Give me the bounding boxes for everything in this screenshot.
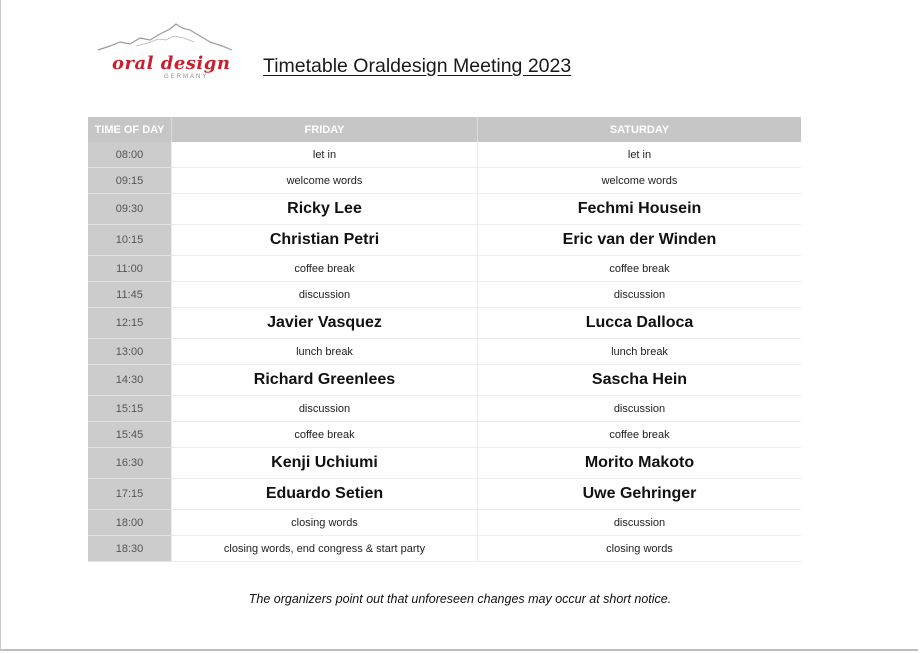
time-cell: 13:00 (88, 339, 172, 365)
header-saturday: SATURDAY (478, 117, 802, 142)
table-row (88, 365, 801, 396)
time-cell: 11:45 (88, 282, 172, 308)
saturday-speaker: Morito Makoto (478, 448, 802, 479)
table-row (88, 396, 801, 422)
friday-cell: coffee break (172, 422, 478, 448)
saturday-cell: closing words (478, 536, 802, 562)
table-row (88, 308, 801, 339)
page-title: Timetable Oraldesign Meeting 2023 (263, 55, 572, 77)
table-row (88, 339, 801, 365)
time-cell: 08:00 (88, 142, 172, 168)
friday-cell: coffee break (172, 256, 478, 282)
time-cell: 16:30 (88, 448, 172, 479)
time-cell: 09:30 (88, 194, 172, 225)
friday-cell: lunch break (172, 339, 478, 365)
friday-speaker: Eduardo Setien (172, 479, 478, 510)
friday-speaker: Javier Vasquez (172, 308, 478, 339)
time-cell: 10:15 (88, 225, 172, 256)
table-row (88, 142, 801, 168)
friday-speaker: Ricky Lee (172, 194, 478, 225)
table-row (88, 168, 801, 194)
friday-cell: closing words, end congress & start party (172, 536, 478, 562)
saturday-cell: coffee break (478, 256, 802, 282)
table-row (88, 282, 801, 308)
oral-design-logo (96, 20, 236, 84)
table-row (88, 479, 801, 510)
friday-cell: closing words (172, 510, 478, 536)
time-cell: 15:45 (88, 422, 172, 448)
time-cell: 17:15 (88, 479, 172, 510)
table-header-row (88, 117, 801, 142)
saturday-speaker: Uwe Gehringer (478, 479, 802, 510)
time-cell: 11:00 (88, 256, 172, 282)
saturday-speaker: Fechmi Housein (478, 194, 802, 225)
header-friday: FRIDAY (172, 117, 478, 142)
saturday-cell: discussion (478, 396, 802, 422)
friday-cell: let in (172, 142, 478, 168)
saturday-cell: let in (478, 142, 802, 168)
time-cell: 18:00 (88, 510, 172, 536)
table-row (88, 536, 801, 562)
header-time-of-day: TIME OF DAY (88, 117, 172, 142)
timetable (88, 117, 801, 562)
logo-subtitle: GERMANY (164, 74, 209, 80)
time-cell: 18:30 (88, 536, 172, 562)
table-row (88, 194, 801, 225)
saturday-speaker: Eric van der Winden (478, 225, 802, 256)
saturday-cell: coffee break (478, 422, 802, 448)
saturday-speaker: Sascha Hein (478, 365, 802, 396)
friday-speaker: Kenji Uchiumi (172, 448, 478, 479)
time-cell: 14:30 (88, 365, 172, 396)
time-cell: 12:15 (88, 308, 172, 339)
table-row (88, 510, 801, 536)
friday-cell: discussion (172, 396, 478, 422)
saturday-speaker: Lucca Dalloca (478, 308, 802, 339)
saturday-cell: discussion (478, 282, 802, 308)
saturday-cell: discussion (478, 510, 802, 536)
friday-cell: welcome words (172, 168, 478, 194)
friday-speaker: Richard Greenlees (172, 365, 478, 396)
saturday-cell: welcome words (478, 168, 802, 194)
time-cell: 09:15 (88, 168, 172, 194)
changes-notice: The organizers point out that unforeseen changes may occur at short notice. (248, 592, 672, 606)
logo-wordmark: oral design (112, 53, 231, 74)
table-row (88, 256, 801, 282)
table-row (88, 225, 801, 256)
friday-cell: discussion (172, 282, 478, 308)
time-cell: 15:15 (88, 396, 172, 422)
table-row (88, 422, 801, 448)
saturday-cell: lunch break (478, 339, 802, 365)
table-row (88, 448, 801, 479)
friday-speaker: Christian Petri (172, 225, 478, 256)
